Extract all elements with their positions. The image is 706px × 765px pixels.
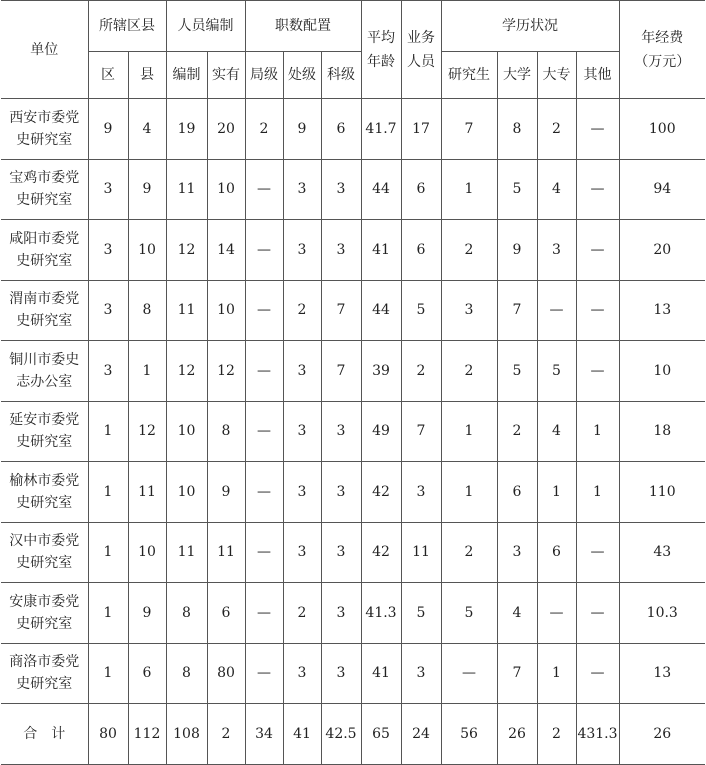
data-cell: 8 (166, 583, 207, 644)
data-cell: 3 (497, 522, 537, 583)
header-row-top (1, 1, 705, 52)
unit-name: 咸阳市委党史研究室 (9, 230, 80, 269)
data-cell: 3 (537, 220, 576, 281)
data-cell: 11 (128, 462, 166, 523)
unit-name: 宝鸡市委党史研究室 (9, 170, 80, 209)
data-cell: 9 (283, 99, 321, 160)
unit-name: 商洛市委党史研究室 (9, 654, 80, 693)
data-cell: 6 (537, 522, 576, 583)
data-cell: 9 (128, 159, 166, 220)
data-cell: 6 (401, 159, 441, 220)
data-cell: 1 (88, 583, 128, 644)
data-cell: 3 (88, 220, 128, 281)
data-cell: 9 (207, 462, 245, 523)
data-cell: — (576, 220, 619, 281)
data-cell: 26 (619, 704, 705, 765)
data-cell: 6 (401, 220, 441, 281)
data-cell: 1 (441, 462, 497, 523)
data-cell: 3 (88, 341, 128, 402)
data-cell: 1 (88, 522, 128, 583)
data-cell: 10 (207, 159, 245, 220)
header-dazhuan: 大专 (537, 52, 576, 99)
header-xian: 县 (128, 52, 166, 99)
header-district-group: 所辖区县 (88, 1, 166, 52)
data-cell: 3 (401, 643, 441, 704)
data-cell: 10 (207, 280, 245, 341)
unit-cell (1, 583, 88, 644)
unit-cell (1, 704, 88, 765)
data-cell: 17 (401, 99, 441, 160)
data-cell: 11 (166, 522, 207, 583)
data-cell: 3 (283, 462, 321, 523)
table-row (1, 401, 705, 462)
data-cell: 18 (619, 401, 705, 462)
header-chuji: 处级 (283, 52, 321, 99)
party-history-office-table (1, 0, 705, 765)
data-cell: 7 (441, 99, 497, 160)
data-cell: 9 (88, 99, 128, 160)
data-cell: — (537, 583, 576, 644)
data-cell: 7 (497, 280, 537, 341)
unit-cell (1, 462, 88, 523)
data-cell: 42 (361, 522, 401, 583)
data-cell: — (576, 280, 619, 341)
data-cell: — (245, 159, 283, 220)
unit-cell (1, 522, 88, 583)
data-cell: 12 (166, 341, 207, 402)
data-cell: — (576, 159, 619, 220)
data-cell: 3 (283, 643, 321, 704)
header-bianzhi: 编制 (166, 52, 207, 99)
data-cell: 10 (166, 401, 207, 462)
data-cell: 1 (537, 462, 576, 523)
header-avg-age-text: 平均年龄 (367, 29, 395, 70)
data-cell: 3 (321, 159, 361, 220)
data-cell: 7 (321, 280, 361, 341)
data-cell: 8 (128, 280, 166, 341)
data-cell: 8 (497, 99, 537, 160)
data-cell: 39 (361, 341, 401, 402)
data-cell: 9 (497, 220, 537, 281)
data-cell: — (576, 522, 619, 583)
header-daxue: 大学 (497, 52, 537, 99)
data-cell: 10.3 (619, 583, 705, 644)
data-cell: 3 (321, 583, 361, 644)
data-cell: 1 (128, 341, 166, 402)
data-cell: 2 (207, 704, 245, 765)
data-cell: 2 (441, 522, 497, 583)
data-cell: 10 (128, 220, 166, 281)
header-edu-group: 学历状况 (441, 1, 619, 52)
unit-cell (1, 99, 88, 160)
data-cell: 12 (128, 401, 166, 462)
data-cell: 11 (207, 522, 245, 583)
data-cell: 100 (619, 99, 705, 160)
table-body (1, 99, 705, 765)
data-cell: — (245, 462, 283, 523)
data-cell: 14 (207, 220, 245, 281)
table-row (1, 341, 705, 402)
data-cell: 10 (128, 522, 166, 583)
data-cell: 1 (88, 401, 128, 462)
data-cell: 2 (497, 401, 537, 462)
data-cell: 42 (361, 462, 401, 523)
unit-name: 铜川市委史志办公室 (9, 351, 80, 390)
data-cell: 431.3 (576, 704, 619, 765)
data-cell: 3 (283, 522, 321, 583)
table-row (1, 220, 705, 281)
data-cell: 3 (88, 280, 128, 341)
data-cell: 1 (441, 159, 497, 220)
data-cell: 41.7 (361, 99, 401, 160)
data-cell: 9 (128, 583, 166, 644)
unit-name: 安康市委党史研究室 (9, 593, 80, 632)
data-cell: 41 (283, 704, 321, 765)
header-position-group: 职数配置 (245, 1, 361, 52)
header-yanjiusheng: 研究生 (441, 52, 497, 99)
header-keji: 科级 (321, 52, 361, 99)
data-cell: 56 (441, 704, 497, 765)
table-row (1, 704, 705, 765)
data-cell: — (245, 643, 283, 704)
data-cell: 8 (166, 643, 207, 704)
header-qu: 区 (88, 52, 128, 99)
header-row-sub (1, 52, 705, 99)
data-cell: 8 (207, 401, 245, 462)
data-cell: 2 (537, 704, 576, 765)
table-row (1, 280, 705, 341)
unit-cell (1, 643, 88, 704)
data-cell: 13 (619, 280, 705, 341)
data-cell: 5 (441, 583, 497, 644)
data-cell: 5 (401, 280, 441, 341)
data-cell: — (245, 583, 283, 644)
data-cell: 3 (401, 462, 441, 523)
header-funds (619, 1, 705, 99)
data-cell: 5 (497, 341, 537, 402)
data-cell: 42.5 (321, 704, 361, 765)
data-cell: 43 (619, 522, 705, 583)
data-cell: 3 (283, 401, 321, 462)
data-cell: 12 (207, 341, 245, 402)
data-cell: 1 (88, 462, 128, 523)
data-cell: 1 (576, 401, 619, 462)
unit-name: 合 计 (23, 725, 66, 742)
data-cell: 44 (361, 159, 401, 220)
data-cell: — (537, 280, 576, 341)
data-cell: — (576, 583, 619, 644)
table-row (1, 462, 705, 523)
table-row (1, 583, 705, 644)
data-cell: 2 (283, 280, 321, 341)
table-row (1, 643, 705, 704)
header-funds-text: 年经费（万元） (634, 29, 691, 70)
data-cell: — (576, 99, 619, 160)
data-cell: 3 (88, 159, 128, 220)
data-cell: 11 (166, 159, 207, 220)
unit-cell (1, 159, 88, 220)
data-cell: 13 (619, 643, 705, 704)
data-cell: 2 (537, 99, 576, 160)
data-cell: 6 (128, 643, 166, 704)
data-cell: 10 (619, 341, 705, 402)
header-juji: 局级 (245, 52, 283, 99)
data-cell: — (576, 341, 619, 402)
data-cell: 41 (361, 643, 401, 704)
header-shiyou: 实有 (207, 52, 245, 99)
data-cell: 1 (576, 462, 619, 523)
data-cell: 2 (283, 583, 321, 644)
unit-cell (1, 220, 88, 281)
data-cell: 2 (441, 220, 497, 281)
data-cell: 7 (497, 643, 537, 704)
unit-cell (1, 280, 88, 341)
data-cell: 5 (497, 159, 537, 220)
data-cell: 6 (207, 583, 245, 644)
data-cell: 12 (166, 220, 207, 281)
data-cell: 7 (401, 401, 441, 462)
data-cell: — (245, 341, 283, 402)
data-cell: — (576, 643, 619, 704)
unit-name: 渭南市委党史研究室 (9, 291, 80, 330)
data-cell: 20 (207, 99, 245, 160)
data-cell: 1 (441, 401, 497, 462)
data-cell: 1 (88, 643, 128, 704)
data-cell: 3 (441, 280, 497, 341)
unit-cell (1, 341, 88, 402)
table-row (1, 99, 705, 160)
data-cell: 49 (361, 401, 401, 462)
data-cell: 4 (128, 99, 166, 160)
unit-name: 榆林市委党史研究室 (9, 472, 80, 511)
data-cell: 94 (619, 159, 705, 220)
header-unit: 单位 (1, 1, 88, 99)
data-cell: 24 (401, 704, 441, 765)
data-cell: 3 (321, 401, 361, 462)
header-avg-age (361, 1, 401, 99)
table-row (1, 159, 705, 220)
data-cell: 3 (283, 341, 321, 402)
data-cell: 10 (166, 462, 207, 523)
data-cell: 65 (361, 704, 401, 765)
data-cell: — (441, 643, 497, 704)
unit-name: 延安市委党史研究室 (9, 412, 80, 451)
data-cell: 11 (166, 280, 207, 341)
unit-name: 西安市委党史研究室 (9, 109, 80, 148)
data-cell: 44 (361, 280, 401, 341)
data-cell: — (245, 522, 283, 583)
data-cell: 110 (619, 462, 705, 523)
data-cell: 6 (497, 462, 537, 523)
data-cell: 3 (321, 522, 361, 583)
data-cell: — (245, 280, 283, 341)
data-cell: 19 (166, 99, 207, 160)
data-cell: 3 (283, 159, 321, 220)
data-cell: 108 (166, 704, 207, 765)
data-cell: 1 (537, 643, 576, 704)
data-cell: 6 (321, 99, 361, 160)
table-row (1, 522, 705, 583)
unit-cell (1, 401, 88, 462)
data-cell: 3 (321, 462, 361, 523)
header-business-staff (401, 1, 441, 99)
data-cell: 5 (537, 341, 576, 402)
data-cell: 4 (537, 159, 576, 220)
data-cell: 3 (321, 643, 361, 704)
data-cell: 41.3 (361, 583, 401, 644)
data-cell: 2 (245, 99, 283, 160)
data-cell: 2 (401, 341, 441, 402)
header-business-staff-text: 业务人员 (407, 29, 435, 70)
data-cell: 4 (537, 401, 576, 462)
header-qita: 其他 (576, 52, 619, 99)
data-cell: 7 (321, 341, 361, 402)
data-cell: 112 (128, 704, 166, 765)
data-cell: 80 (207, 643, 245, 704)
data-cell: 41 (361, 220, 401, 281)
data-cell: 20 (619, 220, 705, 281)
data-cell: 80 (88, 704, 128, 765)
header-staff-group: 人员编制 (166, 1, 245, 52)
data-cell: — (245, 220, 283, 281)
data-cell: 34 (245, 704, 283, 765)
data-cell: 2 (441, 341, 497, 402)
data-cell: 3 (321, 220, 361, 281)
unit-name: 汉中市委党史研究室 (9, 533, 80, 572)
data-cell: 11 (401, 522, 441, 583)
data-cell: 4 (497, 583, 537, 644)
data-cell: 5 (401, 583, 441, 644)
data-cell: 26 (497, 704, 537, 765)
data-cell: 3 (283, 220, 321, 281)
data-cell: — (245, 401, 283, 462)
